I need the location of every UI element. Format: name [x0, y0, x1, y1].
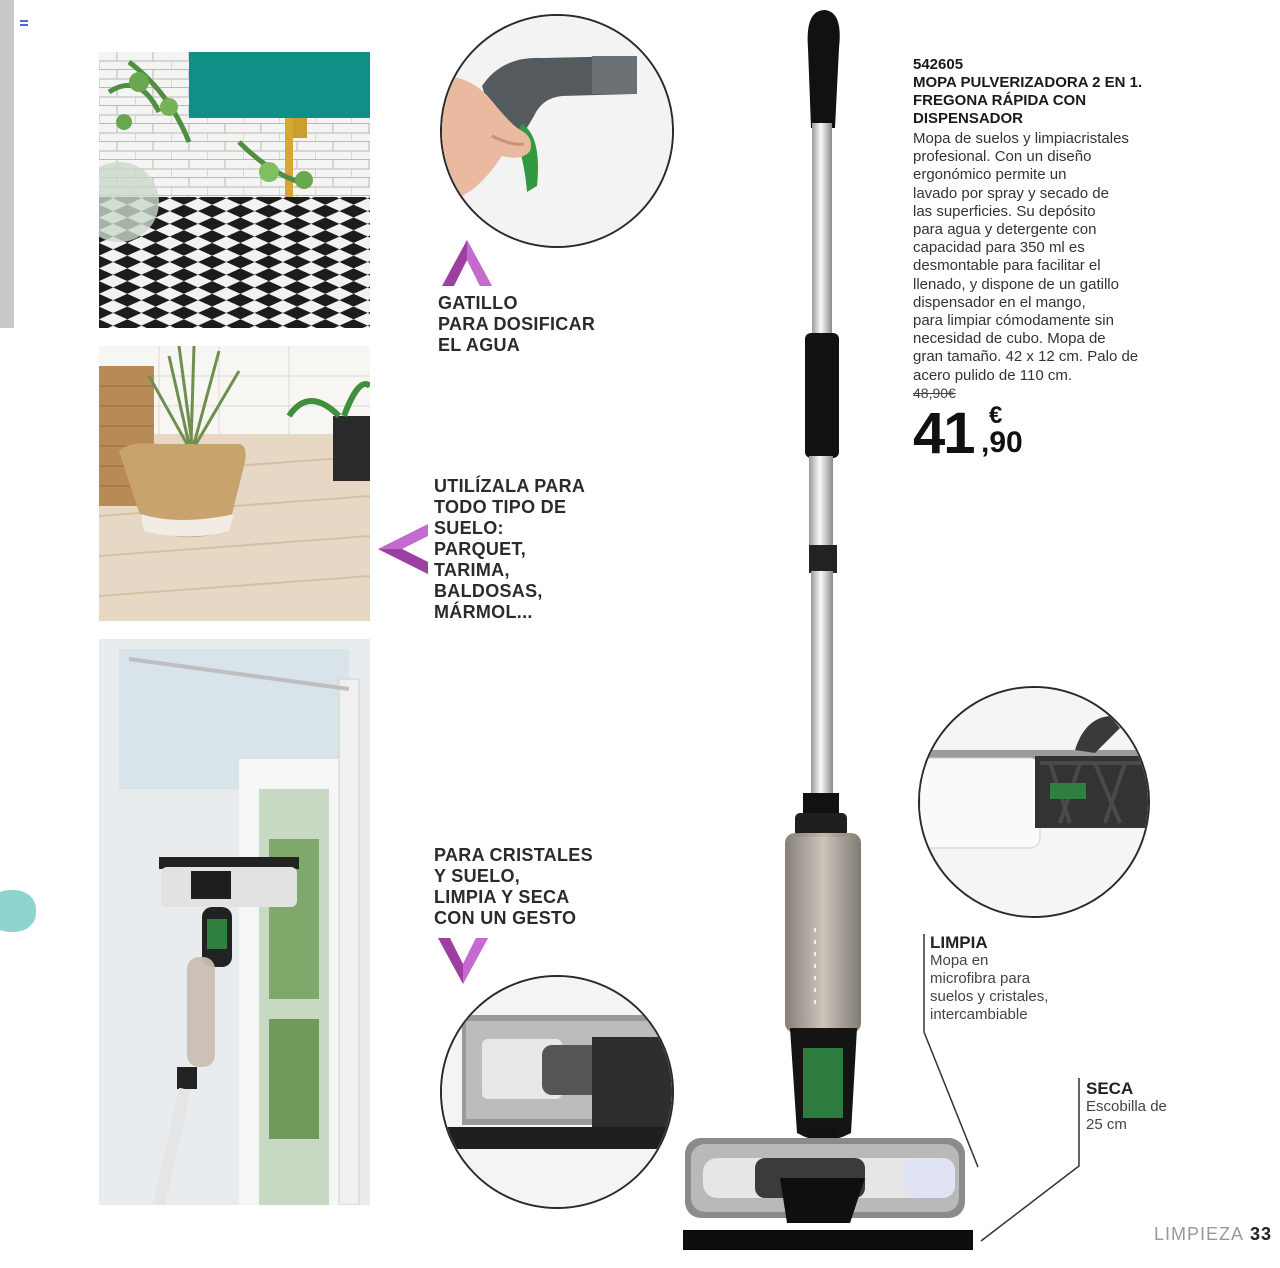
caption-windows: [434, 845, 593, 929]
caption-line: PARA DOSIFICAR: [438, 314, 596, 334]
body-line: Mopa de suelos y limpiacristales: [913, 130, 1129, 147]
arrow-down-icon: [436, 936, 490, 988]
feature-line: suelos y cristales,: [930, 988, 1049, 1005]
old-price: 48,90€: [913, 384, 956, 401]
body-line: profesional. Con un diseño: [913, 148, 1092, 166]
page-number: 33: [1249, 1224, 1272, 1244]
photo-checkered-floor: [99, 52, 370, 328]
caption-line: BALDOSAS,: [434, 581, 543, 601]
price-decimal: ,90: [981, 426, 1023, 459]
prev-page-strip: [0, 0, 14, 328]
caption-line: TODO TIPO DE: [434, 497, 567, 517]
body-line: las superficies. Su depósito: [913, 202, 1096, 220]
caption-line: PARQUET,: [434, 539, 527, 559]
feature-line: Mopa en: [930, 952, 989, 969]
body-line: llenado, y dispone de un gatillo: [913, 275, 1119, 293]
body-line: ergonómico permite un: [913, 166, 1067, 184]
caption-line: LIMPIA Y SECA: [434, 887, 570, 907]
body-line: desmontable para facilitar el: [913, 257, 1101, 275]
product-title-line: DISPENSADOR: [913, 110, 1024, 127]
product-title-line: MOPA PULVERIZADORA 2 EN 1.: [913, 74, 1143, 91]
caption-floor-types: [434, 476, 585, 623]
photo-window-cleaning: [99, 639, 370, 1205]
feature-clean-title: LIMPIA: [930, 933, 988, 952]
product-description: [913, 56, 1183, 401]
caption-line: GATILLO: [438, 293, 518, 313]
caption-line: SUELO:: [434, 518, 504, 538]
body-line: dispensador en el mango,: [913, 293, 1086, 311]
feature-line: 25 cm: [1086, 1116, 1127, 1133]
section-name: LIMPIEZA: [1153, 1224, 1244, 1244]
feature-dry-title: SECA: [1086, 1079, 1134, 1098]
body-line: para agua y detergente con: [913, 221, 1097, 239]
body-line: acero pulido de 110 cm.: [913, 366, 1072, 384]
price-integer: 41: [913, 401, 974, 466]
feature-line: intercambiable: [930, 1006, 1028, 1023]
zoom-trigger-detail: [440, 14, 674, 248]
body-line: capacidad para 350 ml es: [913, 239, 1085, 257]
caption-line: PARA CRISTALES: [434, 845, 593, 865]
price-currency: €: [989, 402, 1003, 429]
feature-line: Escobilla de: [1086, 1098, 1167, 1115]
feature-line: microfibra para: [930, 970, 1031, 987]
caption-line: Y SUELO,: [434, 866, 521, 886]
product-body: [913, 130, 1183, 385]
product-code: 542605: [913, 56, 964, 73]
body-line: lavado por spray y secado de: [913, 184, 1109, 202]
leader-line-dry: [975, 1076, 1085, 1246]
arrow-left-icon: [374, 522, 430, 576]
caption-line: UTILÍZALA PARA: [434, 476, 586, 496]
page-footer: [1154, 1224, 1272, 1245]
zoom-microfiber-detail: [918, 686, 1150, 918]
caption-line: CON UN GESTO: [434, 908, 577, 928]
body-line: necesidad de cubo. Mopa de: [913, 330, 1106, 348]
caption-trigger: [438, 293, 595, 356]
caption-line: MÁRMOL...: [434, 602, 533, 622]
product-title-line: FREGONA RÁPIDA CON: [913, 92, 1087, 109]
zoom-squeegee-detail: [440, 975, 674, 1209]
body-line: gran tamaño. 42 x 12 cm. Palo de: [913, 348, 1139, 366]
prev-page-mop-fragment: [0, 890, 36, 932]
body-line: para limpiar cómodamente sin: [913, 312, 1114, 330]
photo-plant-wood-floor: [99, 346, 370, 621]
prev-page-marker: [20, 20, 28, 26]
caption-line: EL AGUA: [438, 335, 521, 355]
caption-line: TARIMA,: [434, 560, 510, 580]
arrow-up-icon: [440, 236, 494, 288]
price-tag: [913, 401, 1023, 466]
feature-clean: [930, 934, 1048, 1024]
feature-dry: [1086, 1080, 1167, 1134]
